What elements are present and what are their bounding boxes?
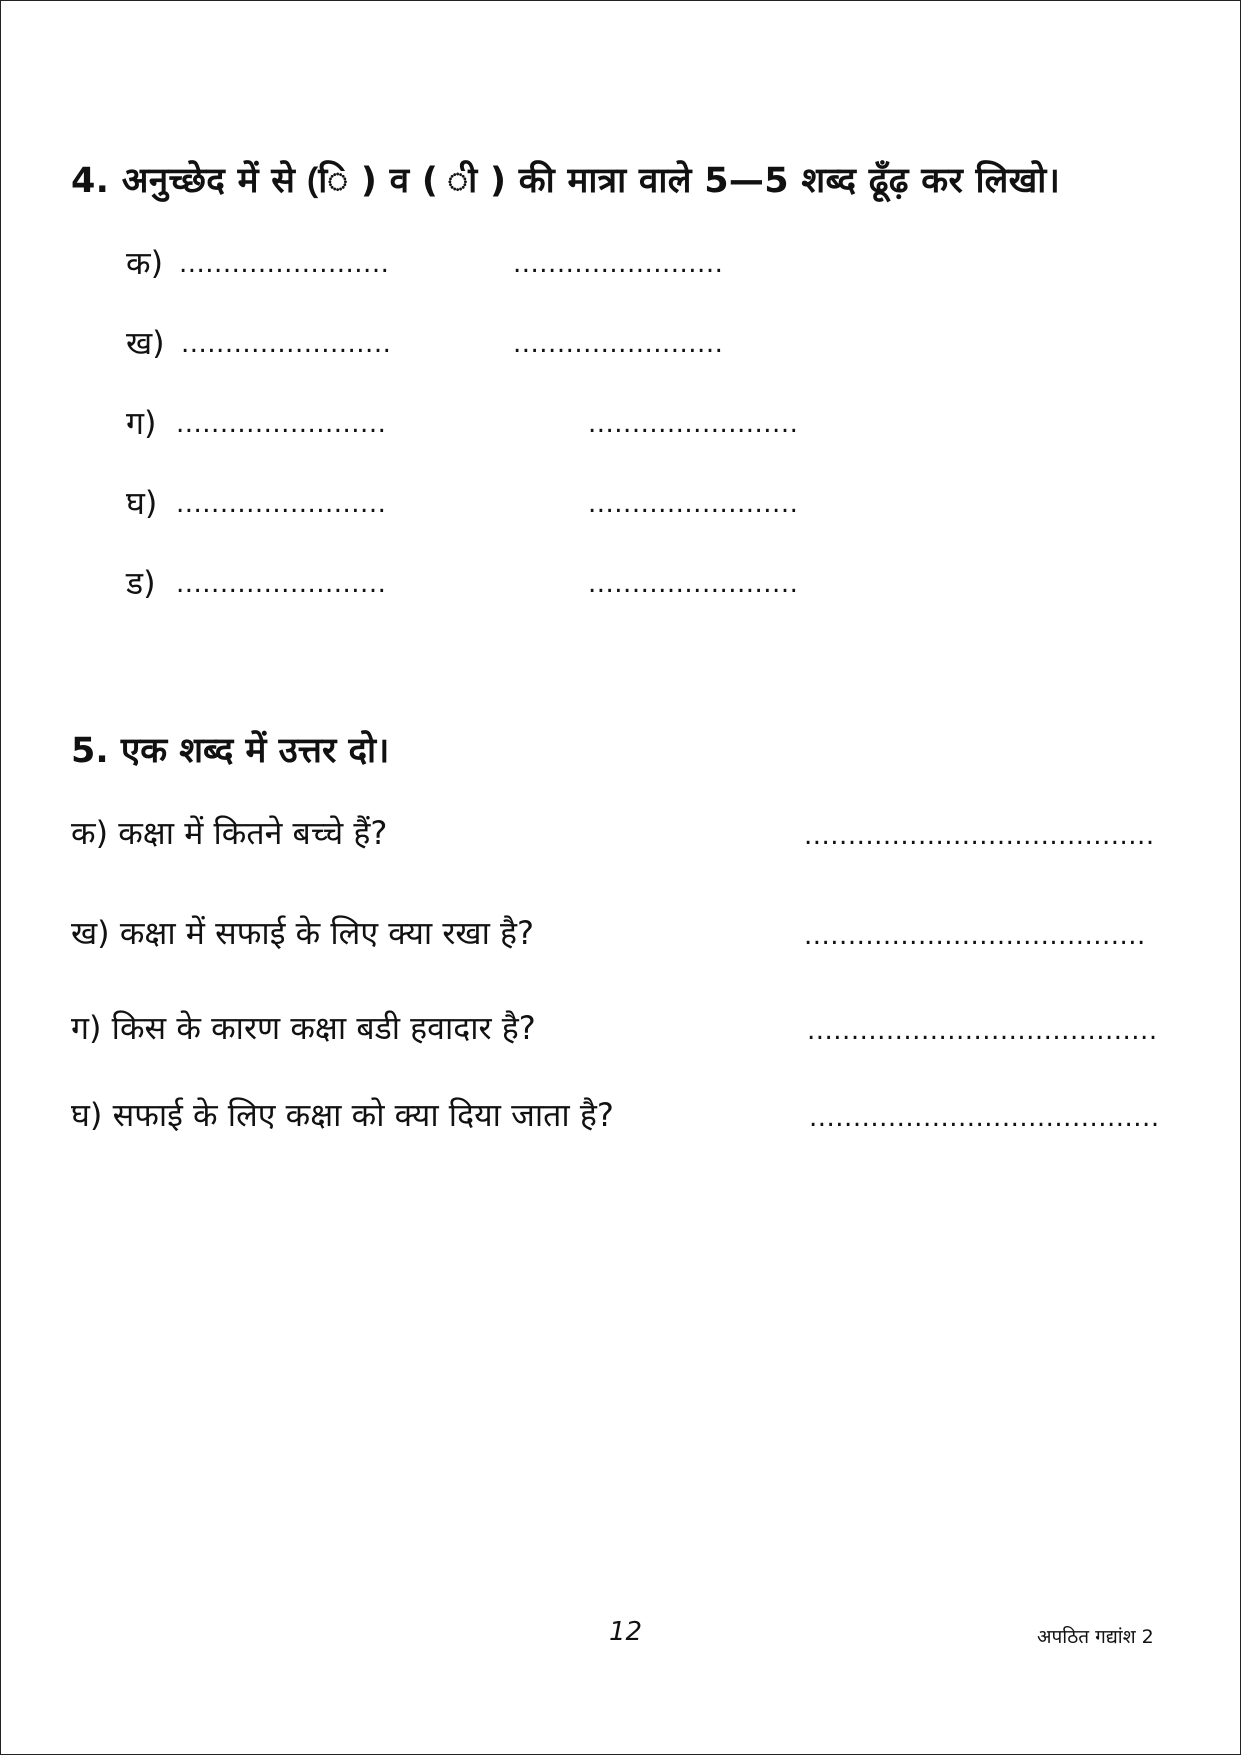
book-title: अपठित गद्यांश 2 xyxy=(1037,1626,1154,1648)
q4-blank-da-1[interactable]: ........................ xyxy=(176,569,387,599)
question-4-title: 4. अनुच्छेद में से (ि ) व ( ी ) की मात्रा वाले 5—5 शब्द ढूँढ़ कर लिखो। xyxy=(71,161,1061,201)
q5-answer-blank-ka[interactable]: ........................................ xyxy=(804,821,1155,851)
q5-question-kha: ख) कक्षा में सफाई के लिए क्या रखा है? xyxy=(71,914,535,952)
q4-blank-da-2[interactable]: ........................ xyxy=(588,569,799,599)
q4-row-label: ग) xyxy=(126,404,157,442)
q5-question-ga: ग) किस के कारण कक्षा बडी हवादार है? xyxy=(71,1009,536,1047)
q4-row-da xyxy=(126,561,156,604)
q5-answer-blank-ga[interactable]: ........................................ xyxy=(807,1016,1158,1046)
question-5-title: 5. एक शब्द में उत्तर दो। xyxy=(71,731,390,771)
q4-blank-kha-2[interactable]: ........................ xyxy=(513,329,724,359)
q4-row-label: ख) xyxy=(126,324,165,362)
q4-blank-kha-1[interactable]: ........................ xyxy=(181,329,392,359)
q5-question-gha: घ) सफाई के लिए कक्षा को क्या दिया जाता है? xyxy=(71,1096,614,1134)
q5-question-ka: क) कक्षा में कितने बच्चे हैं? xyxy=(71,814,388,852)
q4-blank-ga-1[interactable]: ........................ xyxy=(176,409,387,439)
q4-row-kha xyxy=(126,321,165,364)
q4-blank-gha-2[interactable]: ........................ xyxy=(588,489,799,519)
q4-row-label: ड) xyxy=(126,564,156,602)
q4-row-ga xyxy=(126,401,157,444)
q4-row-label: क) xyxy=(126,244,164,282)
q4-blank-ga-2[interactable]: ........................ xyxy=(588,409,799,439)
page-number: 12 xyxy=(609,1617,643,1647)
q4-row-label: घ) xyxy=(126,484,158,522)
q5-answer-blank-gha[interactable]: ........................................ xyxy=(809,1103,1160,1133)
q4-blank-gha-1[interactable]: ........................ xyxy=(176,489,387,519)
q4-blank-ka-2[interactable]: ........................ xyxy=(513,249,724,279)
q5-answer-blank-kha[interactable]: ....................................... xyxy=(804,921,1146,951)
q4-row-gha xyxy=(126,481,157,524)
q4-row-ka xyxy=(126,241,163,284)
q4-blank-ka-1[interactable]: ........................ xyxy=(179,249,390,279)
